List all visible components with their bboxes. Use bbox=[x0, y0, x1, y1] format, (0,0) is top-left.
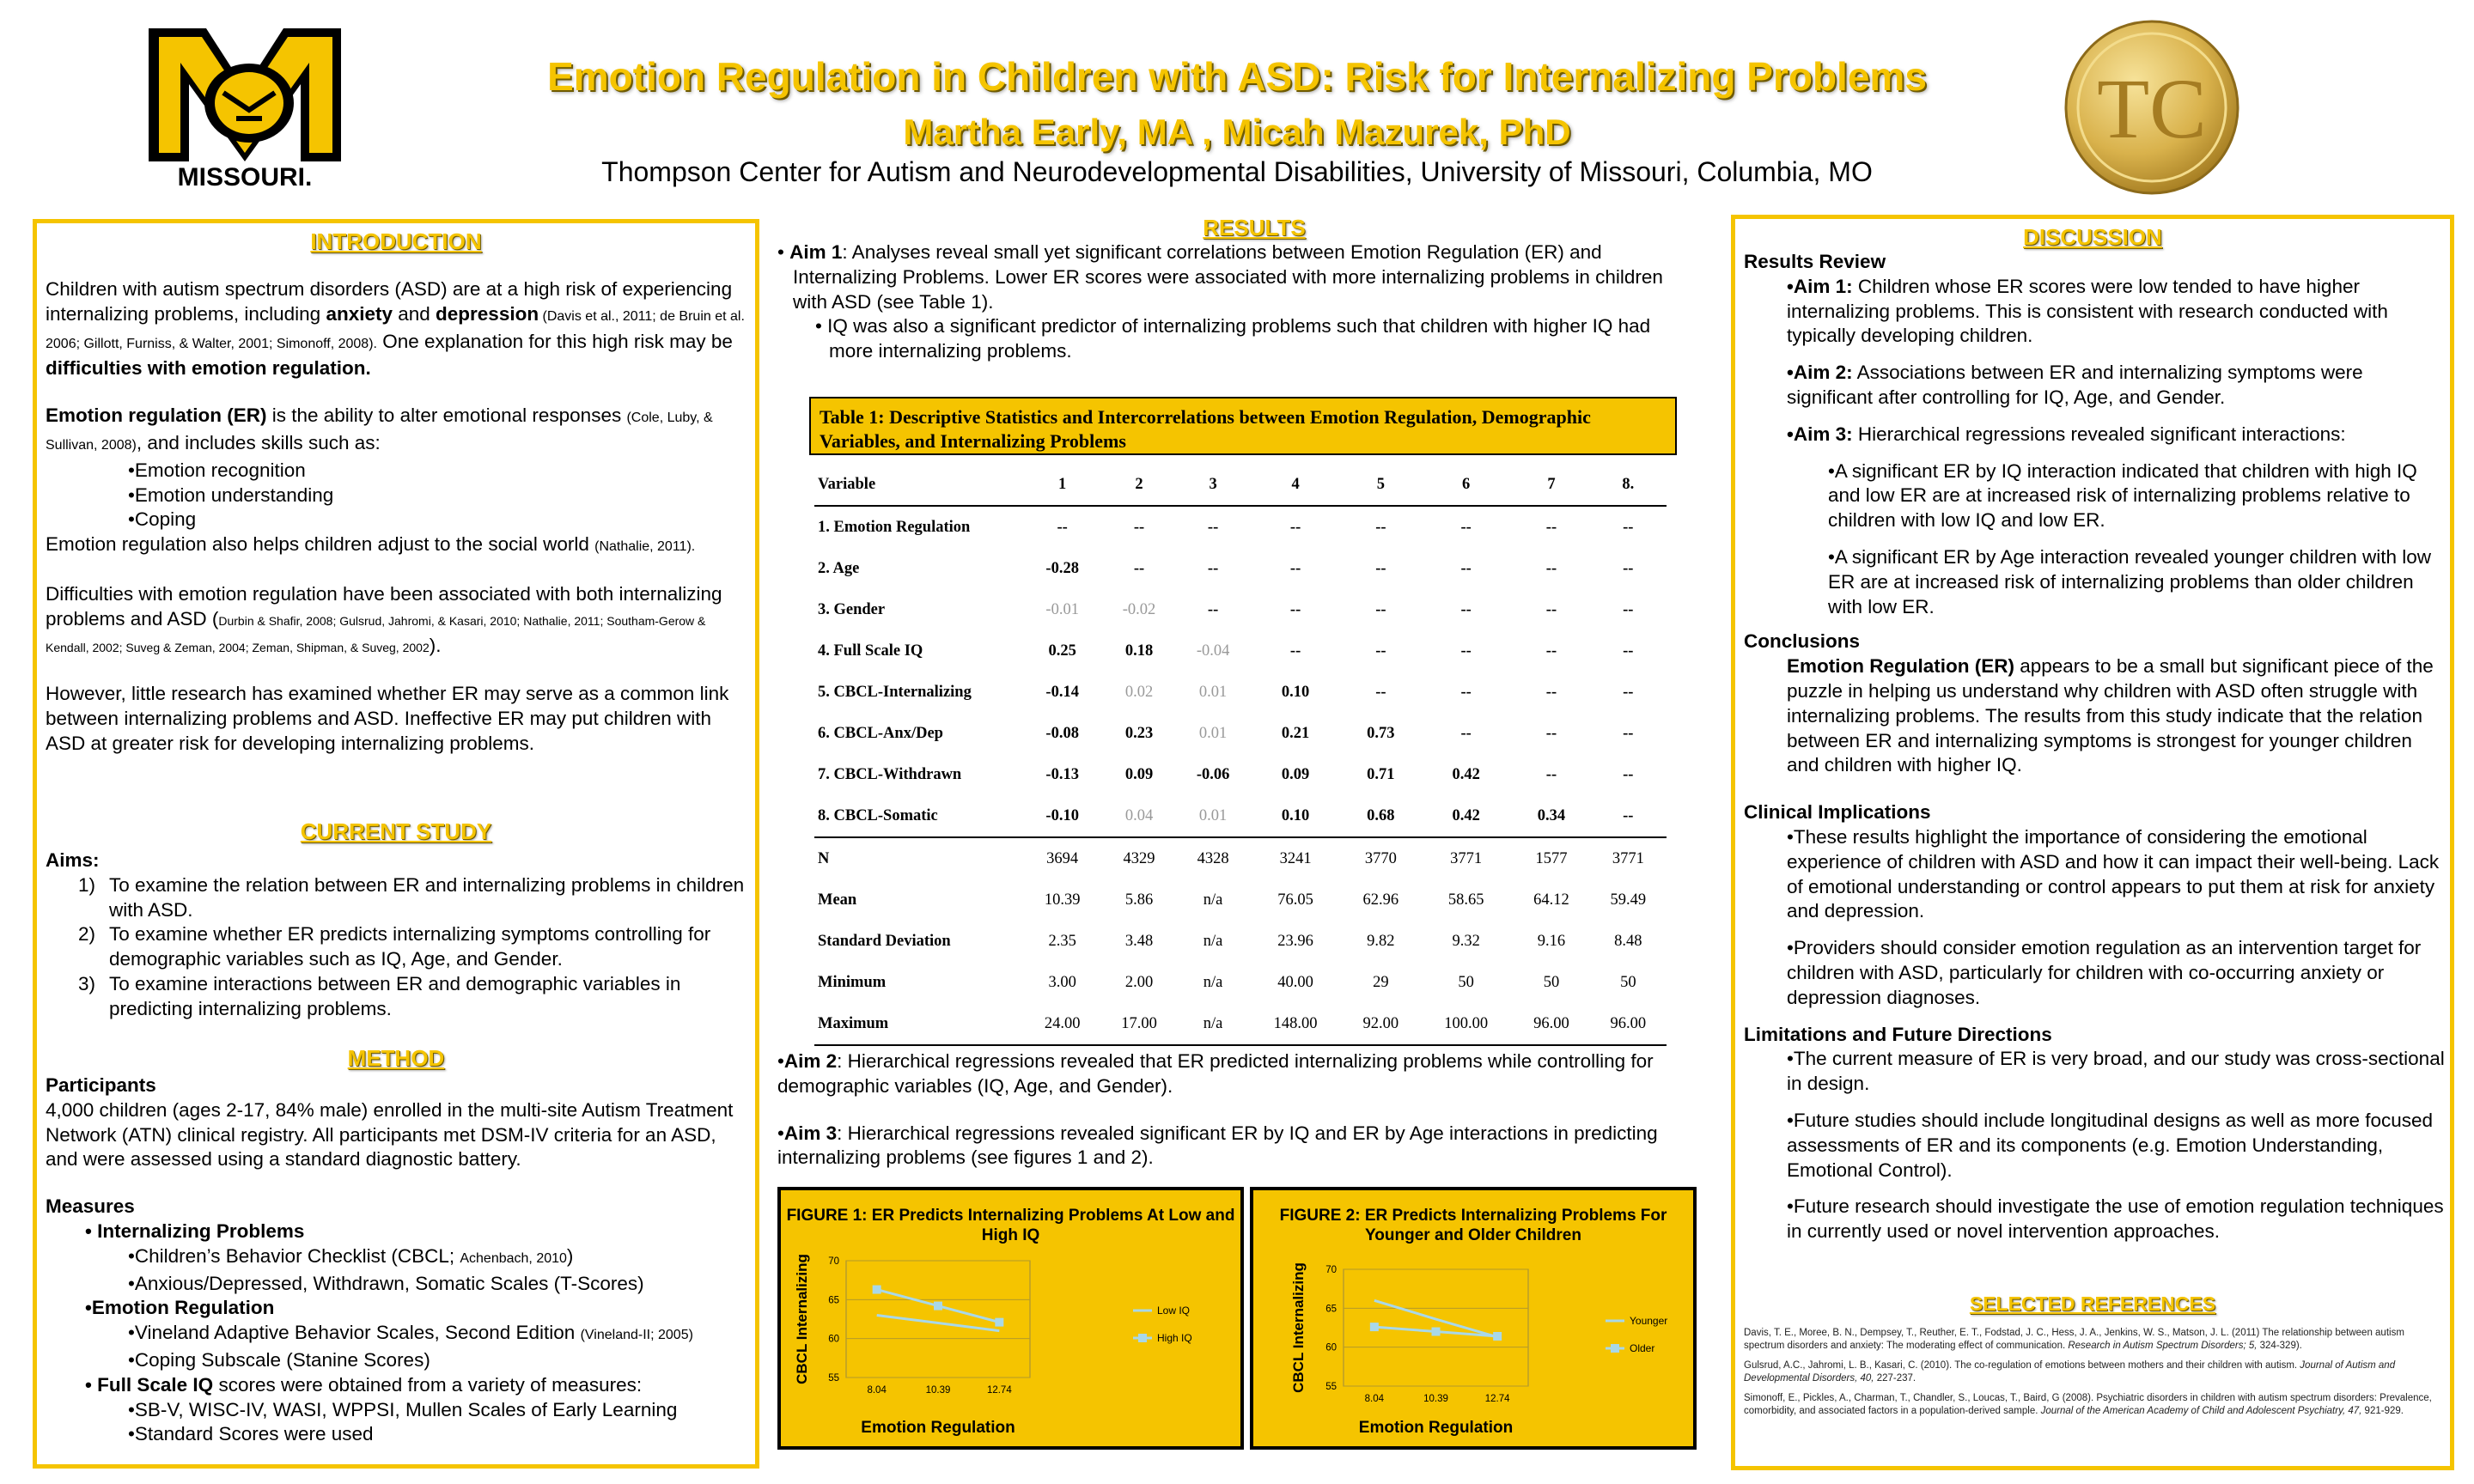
table-cell: 9.32 bbox=[1452, 932, 1480, 950]
right-column bbox=[1731, 215, 2454, 1470]
introduction-body bbox=[46, 277, 750, 757]
table-cell: -0.02 bbox=[1122, 600, 1156, 618]
x-tick-label: 10.39 bbox=[925, 1385, 951, 1396]
list-item: •Future studies should include longitudinal designs as well as more focused assessments of ER and its components (e.g. Emotion Understanding, Emotional Control). bbox=[1787, 1109, 2434, 1181]
list-item: 3) To examine interactions between ER and demographic variables in predicting internalizing problems. bbox=[78, 972, 681, 1019]
table-cell: 0.73 bbox=[1367, 724, 1395, 742]
table-cell: -- bbox=[1460, 518, 1472, 536]
table-title: Table 1: Descriptive Statistics and Intercorrelations between Emotion Regulation, Demographic Variables, and Internalizing Problems bbox=[809, 397, 1677, 455]
table-header-cell: 3 bbox=[1209, 475, 1217, 493]
table-header-cell: 2 bbox=[1135, 475, 1143, 493]
figure-1 bbox=[777, 1187, 1244, 1450]
table-cell: 2.00 bbox=[1124, 973, 1154, 991]
y-tick-label: 65 bbox=[828, 1295, 839, 1306]
list-item: •Aim 1: Children whose ER scores were low tended to have higher internalizing problems. This is consistent with research conducted with typically developing children. bbox=[1787, 275, 2388, 347]
table-cell: 0.01 bbox=[1198, 724, 1228, 742]
list-item: •Aim 3: Hierarchical regressions revealed significant interactions: bbox=[1787, 423, 2346, 445]
data-point bbox=[934, 1302, 942, 1311]
results-heading: RESULTS bbox=[1203, 215, 1306, 240]
results-review-label: Results Review bbox=[1744, 251, 1886, 272]
table-cell: -- bbox=[1207, 600, 1219, 618]
statistics-table bbox=[814, 464, 1667, 1046]
table-cell: -- bbox=[1375, 642, 1386, 660]
table-cell: 0.04 bbox=[1124, 806, 1154, 824]
x-tick-label: 12.74 bbox=[986, 1385, 1012, 1396]
list-item: 2) To examine whether ER predicts internalizing symptoms controlling for demographic variables such as IQ, Age, and Gender. bbox=[78, 923, 711, 970]
figure-1-title: FIGURE 1: ER Predicts Internalizing Problems At Low and High IQ bbox=[786, 1207, 1235, 1244]
y-tick-label: 60 bbox=[828, 1334, 839, 1345]
table-header-cell: 4 bbox=[1291, 475, 1300, 493]
list-item: •Anxious/Depressed, Withdrawn, Somatic Scales (T-Scores) bbox=[128, 1272, 644, 1294]
table-cell: 62.96 bbox=[1362, 891, 1399, 909]
participants-label: Participants bbox=[46, 1074, 156, 1096]
table-row bbox=[814, 1003, 1667, 1045]
table-cell: 59.49 bbox=[1610, 891, 1647, 909]
conclusions-text: Emotion Regulation (ER) appears to be a small but significant piece of the puzzle in helping us understand why children with ASD often struggle with internalizing problems. The results from this study indicate that the relation between ER and internalizing symptoms is strongest for younger children and children with higher IQ. bbox=[1787, 655, 2434, 776]
list-item: •Future research should investigate the use of emotion regulation techniques in currently used or novel intervention approaches. bbox=[1787, 1195, 2444, 1243]
legend-marker bbox=[1611, 1344, 1619, 1353]
list-item: •Emotion recognition bbox=[128, 459, 306, 481]
intro-paragraph-2: Emotion regulation (ER) is the ability to alter emotional responses (Cole, Luby, & Sullivan, 2008), and includes skills such as: bbox=[46, 404, 713, 453]
table-cell: 8. CBCL-Somatic bbox=[818, 806, 938, 824]
table-cell: 3241 bbox=[1279, 849, 1312, 867]
list-item: 1) To examine the relation between ER and internalizing problems in children with ASD. bbox=[78, 873, 745, 921]
table-row bbox=[814, 879, 1667, 921]
legend-label: High IQ bbox=[1157, 1332, 1192, 1344]
table-cell: -- bbox=[1289, 600, 1301, 618]
table-row bbox=[814, 589, 1667, 630]
table-row bbox=[814, 795, 1667, 837]
table-cell: 3694 bbox=[1046, 849, 1079, 867]
table-cell: 8.48 bbox=[1614, 932, 1642, 950]
table-cell: -0.28 bbox=[1045, 559, 1079, 577]
table-cell: -- bbox=[1623, 559, 1634, 577]
table-cell: 17.00 bbox=[1121, 1014, 1157, 1032]
poster-authors: Martha Early, MA , Micah Mazurek, PhD bbox=[903, 112, 1571, 152]
table-cell: 1577 bbox=[1535, 849, 1568, 867]
table-row bbox=[814, 506, 1667, 548]
list-item: Davis, T. E., Moree, B. N., Dempsey, T., Reuther, E. T., Fodstad, J. C., Hess, J. A., Jenkins, W. S., Matson, J. L. (2011) The relationship between autism spectrum disorders and anxiety: The moderating effect of communication. Research in Autism Spectrum Disorders; 5, 324-329). bbox=[1744, 1328, 2404, 1351]
table-cell: 4329 bbox=[1123, 849, 1155, 867]
data-point bbox=[1493, 1332, 1502, 1341]
table-cell: -- bbox=[1289, 518, 1301, 536]
table-cell: 2. Age bbox=[818, 559, 860, 577]
table-cell: -- bbox=[1545, 600, 1557, 618]
correlation-rows bbox=[814, 506, 1667, 837]
table-cell: -- bbox=[1375, 518, 1386, 536]
thompson-center-logo bbox=[2053, 17, 2251, 198]
table-cell: -- bbox=[1207, 559, 1219, 577]
table-cell: 0.34 bbox=[1537, 806, 1566, 824]
table-cell: Mean bbox=[818, 891, 857, 909]
table-cell: 6. CBCL-Anx/Dep bbox=[818, 724, 943, 742]
list-item: •Coping Subscale (Stanine Scores) bbox=[128, 1348, 430, 1371]
table-cell: 64.12 bbox=[1533, 891, 1569, 909]
table-cell: -0.08 bbox=[1045, 724, 1079, 742]
list-item: •Aim 2: Hierarchical regressions revealed that ER predicted internalizing problems while controlling for demographic variables (IQ, Age, and Gender). bbox=[777, 1050, 1654, 1097]
table-cell: 92.00 bbox=[1362, 1014, 1399, 1032]
table-cell: -- bbox=[1133, 559, 1145, 577]
data-point bbox=[995, 1318, 1003, 1327]
list-item: •Children’s Behavior Checklist (CBCL; Achenbach, 2010) bbox=[128, 1244, 574, 1267]
y-tick-label: 70 bbox=[1325, 1265, 1337, 1275]
references-heading: SELECTED REFERENCES bbox=[1969, 1292, 2216, 1315]
table-cell: 4. Full Scale IQ bbox=[818, 642, 923, 660]
intro-paragraph-1: Children with autism spectrum disorders (ASD) are at a high risk of experiencing internalizing problems, including anxiety and depression (Davis et al., 2011; de Bruin et al. 2006; Gillott, Furniss, & Walter, 2001; Simonoff, 2008). One explanation for this high risk may be difficulties with emotion regulation. bbox=[46, 278, 745, 380]
table-cell: -- bbox=[1289, 642, 1301, 660]
table-cell: 0.42 bbox=[1452, 765, 1480, 783]
table-cell: 0.21 bbox=[1281, 724, 1310, 742]
table-cell: -- bbox=[1545, 683, 1557, 701]
list-item: •Emotion understanding bbox=[128, 484, 334, 506]
table-cell: 58.65 bbox=[1447, 891, 1484, 909]
results-aim1 bbox=[777, 240, 1688, 364]
table-cell: -- bbox=[1545, 559, 1557, 577]
measures-label: Measures bbox=[46, 1195, 135, 1218]
table-row bbox=[814, 630, 1667, 672]
table-cell: 100.00 bbox=[1444, 1014, 1489, 1032]
y-tick-label: 55 bbox=[1325, 1382, 1337, 1392]
table-cell: -0.06 bbox=[1196, 765, 1230, 783]
table-cell: 3770 bbox=[1364, 849, 1397, 867]
list-item: •A significant ER by IQ interaction indicated that children with high IQ and low ER are at increased risk of internalizing problems relative to children with low IQ and low ER. bbox=[1828, 459, 2417, 532]
table-cell: -- bbox=[1289, 559, 1301, 577]
table-cell: 9.16 bbox=[1537, 932, 1566, 950]
table-cell: -- bbox=[1545, 518, 1557, 536]
table-cell: 50 bbox=[1543, 973, 1560, 991]
table-cell: 0.09 bbox=[1124, 765, 1154, 783]
data-point bbox=[873, 1286, 881, 1294]
table-cell: Minimum bbox=[818, 973, 887, 991]
table-cell: n/a bbox=[1203, 1014, 1223, 1032]
table-cell: 3.48 bbox=[1124, 932, 1154, 950]
list-item: • Full Scale IQ scores were obtained from a variety of measures: bbox=[85, 1373, 643, 1396]
current-study-body bbox=[46, 848, 750, 1022]
references-list bbox=[1744, 1327, 2447, 1418]
table-cell: -- bbox=[1460, 559, 1472, 577]
table-cell: 76.05 bbox=[1277, 891, 1313, 909]
table-cell: -- bbox=[1545, 642, 1557, 660]
intro-paragraph-3: Emotion regulation also helps children adjust to the social world (Nathalie, 2011). bbox=[46, 533, 696, 556]
table-cell: Standard Deviation bbox=[818, 932, 951, 950]
table-cell: -- bbox=[1623, 642, 1634, 660]
method-body bbox=[46, 1073, 750, 1447]
table-header-cell: 6 bbox=[1462, 475, 1471, 493]
table-header-row bbox=[814, 464, 1667, 506]
table-cell: 0.71 bbox=[1367, 765, 1395, 783]
poster-affiliation: Thompson Center for Autism and Neurodevelopmental Disabilities, University of Missouri, Columbia, MO bbox=[601, 156, 1873, 187]
x-tick-label: 12.74 bbox=[1484, 1394, 1510, 1404]
data-point bbox=[1432, 1328, 1441, 1336]
method-heading: METHOD bbox=[347, 1045, 445, 1071]
table-row bbox=[814, 672, 1667, 713]
table-cell: -- bbox=[1545, 724, 1557, 742]
list-item: •Providers should consider emotion regulation as an intervention target for children with ASD, particularly for children with co-occurring anxiety or depression diagnoses. bbox=[1787, 937, 2422, 1008]
table-row bbox=[814, 713, 1667, 754]
limitations-label: Limitations and Future Directions bbox=[1744, 1023, 2052, 1045]
legend-label: Older bbox=[1630, 1342, 1655, 1354]
table-cell: -- bbox=[1623, 600, 1634, 618]
x-tick-label: 10.39 bbox=[1423, 1394, 1448, 1404]
list-item: • Aim 1: Analyses reveal small yet significant correlations between Emotion Regulation (ER) and Internalizing Problems. Lower ER scores were associated with more internalizing problems in children with ASD (see Table 1). bbox=[777, 241, 1663, 313]
list-item: •Aim 2: Associations between ER and internalizing symptoms were significant after controlling for IQ, Age, and Gender. bbox=[1787, 362, 2363, 408]
table-cell: 23.96 bbox=[1277, 932, 1313, 950]
table-row bbox=[814, 962, 1667, 1003]
list-item: •Standard Scores were used bbox=[128, 1423, 374, 1445]
table-cell: n/a bbox=[1203, 932, 1223, 950]
list-item: •The current measure of ER is very broad, and our study was cross-sectional in design. bbox=[1787, 1048, 2445, 1095]
table-cell: 50 bbox=[1620, 973, 1636, 991]
table-cell: -- bbox=[1460, 683, 1472, 701]
svg-text:MISSOURI.: MISSOURI. bbox=[177, 163, 313, 192]
table-cell: 10.39 bbox=[1044, 891, 1081, 909]
table-cell: -- bbox=[1375, 600, 1386, 618]
y-tick-label: 55 bbox=[828, 1373, 839, 1384]
table-header-cell: 8. bbox=[1622, 475, 1635, 493]
table-cell: -- bbox=[1375, 559, 1386, 577]
x-tick-label: 8.04 bbox=[867, 1385, 887, 1396]
table-cell: -- bbox=[1623, 724, 1634, 742]
table-cell: -- bbox=[1460, 724, 1472, 742]
figure-2 bbox=[1250, 1187, 1697, 1450]
list-item: •Aim 3: Hierarchical regressions revealed significant ER by IQ and ER by Age interactions in predicting internalizing problems (see figures 1 and 2). bbox=[777, 1122, 1658, 1169]
conclusions-label: Conclusions bbox=[1744, 630, 1861, 653]
left-column bbox=[33, 219, 759, 1469]
table-cell: 4328 bbox=[1197, 849, 1229, 867]
table-cell: 0.09 bbox=[1281, 765, 1310, 783]
table-cell: -- bbox=[1623, 806, 1634, 824]
list-item: Gulsrud, A.C., Jahromi, L. B., Kasari, C. (2010). The co-regulation of emotions between mothers and their children with autism. Journal of Autism and Developmental Disorders, 40, 227-237. bbox=[1744, 1360, 2396, 1384]
table-cell: Maximum bbox=[818, 1014, 889, 1032]
table-cell: 96.00 bbox=[1533, 1014, 1569, 1032]
discussion-body bbox=[1744, 250, 2447, 1244]
table-cell: 0.02 bbox=[1124, 683, 1154, 701]
y-axis-title: CBCL Internalizing bbox=[1290, 1262, 1307, 1393]
table-cell: 0.10 bbox=[1281, 806, 1310, 824]
table-row bbox=[814, 837, 1667, 879]
table-cell: 1. Emotion Regulation bbox=[818, 518, 971, 536]
table-cell: 0.01 bbox=[1198, 683, 1228, 701]
table-cell: 2.35 bbox=[1048, 932, 1076, 950]
table-cell: 5. CBCL-Internalizing bbox=[818, 683, 972, 701]
y-axis-title: CBCL Internalizing bbox=[794, 1254, 810, 1384]
table-cell: -- bbox=[1460, 642, 1472, 660]
table-cell: -- bbox=[1623, 518, 1634, 536]
table-cell: n/a bbox=[1203, 891, 1223, 909]
table-cell: 0.10 bbox=[1281, 683, 1310, 701]
table-cell: 0.68 bbox=[1367, 806, 1395, 824]
table-cell: 40.00 bbox=[1277, 973, 1313, 991]
clinical-label: Clinical Implications bbox=[1744, 801, 1931, 824]
table-cell: -0.04 bbox=[1196, 642, 1230, 660]
figure-2-title: FIGURE 2: ER Predicts Internalizing Problems For Younger and Older Children bbox=[1279, 1207, 1667, 1244]
table-cell: N bbox=[818, 849, 830, 867]
table-cell: -0.14 bbox=[1045, 683, 1079, 701]
x-axis-title: Emotion Regulation bbox=[861, 1419, 1015, 1437]
skills-list bbox=[46, 459, 750, 532]
intro-paragraph-4: Difficulties with emotion regulation have been associated with both internalizing problems and ASD (Durbin & Shafir, 2008; Gulsrud, Jahromi, & Kasari, 2010; Nathalie, 2011; Southam-Gerow & Kendall, 2002; Suveg & Zeman, 2004; Zeman, Shipman, & Suveg, 2002). bbox=[46, 582, 722, 656]
table-cell: 50 bbox=[1458, 973, 1474, 991]
table-cell: 148.00 bbox=[1273, 1014, 1318, 1032]
table-row bbox=[814, 548, 1667, 589]
table-cell: -0.13 bbox=[1045, 765, 1079, 783]
svg-text:TC: TC bbox=[2097, 61, 2207, 156]
table-cell: -- bbox=[1545, 765, 1557, 783]
table-cell: -0.01 bbox=[1045, 600, 1079, 618]
table-cell: 3. Gender bbox=[818, 600, 886, 618]
table-cell: 0.18 bbox=[1124, 642, 1154, 660]
table-cell: -- bbox=[1207, 518, 1219, 536]
legend-marker bbox=[1138, 1334, 1147, 1342]
table-header-cell: 5 bbox=[1376, 475, 1385, 493]
table-cell: -- bbox=[1460, 600, 1472, 618]
figure-2-chart bbox=[1253, 1190, 1693, 1446]
table-cell: -- bbox=[1375, 683, 1386, 701]
table-cell: -- bbox=[1623, 765, 1634, 783]
x-axis-title: Emotion Regulation bbox=[1358, 1419, 1514, 1437]
table-header-cell: 7 bbox=[1547, 475, 1556, 493]
table-cell: -0.10 bbox=[1045, 806, 1079, 824]
table-cell: 0.25 bbox=[1048, 642, 1076, 660]
y-tick-label: 60 bbox=[1325, 1342, 1337, 1353]
list-item: •Coping bbox=[128, 508, 197, 531]
table-row bbox=[814, 754, 1667, 795]
table-cell: -- bbox=[1057, 518, 1068, 536]
table-row bbox=[814, 921, 1667, 962]
list-item: •A significant ER by Age interaction revealed younger children with low ER are at increased risk of internalizing problems than older children with low ER. bbox=[1828, 545, 2432, 617]
list-item: •These results highlight the importance of considering the emotional experience of children with ASD and how it can impact their well-being. Lack of emotional understanding or control appears to put them at risk for anxiety and depression. bbox=[1787, 825, 2440, 922]
y-tick-label: 65 bbox=[1325, 1304, 1337, 1315]
table-cell: 7. CBCL-Withdrawn bbox=[818, 765, 962, 783]
introduction-heading: INTRODUCTION bbox=[310, 228, 482, 254]
table-cell: -- bbox=[1133, 518, 1145, 536]
discussion-heading: DISCUSSION bbox=[2023, 224, 2162, 250]
table-cell: 9.82 bbox=[1367, 932, 1395, 950]
current-study-heading: CURRENT STUDY bbox=[300, 818, 492, 844]
list-item: Simonoff, E., Pickles, A., Charman, T., Chandler, S., Loucas, T., Baird, G (2008). Psychiatric disorders in children with autism spectrum disorders: Prevalence, comorbidity, and associated factors in a population-derived sample. Journal of the American Academy of Child and Adolescent Psychiatry, 47, 921-929. bbox=[1744, 1393, 2432, 1416]
poster-title: Emotion Regulation in Children with ASD: Risk for Internalizing Problems bbox=[547, 54, 1927, 99]
table-header-cell: 1 bbox=[1058, 475, 1067, 493]
data-point bbox=[1370, 1323, 1379, 1331]
intro-paragraph-5: However, little research has examined whether ER may serve as a common link between internalizing problems and ASD. Ineffective ER may put children with ASD at greater risk for developing internalizing problems. bbox=[46, 683, 729, 754]
table-cell: n/a bbox=[1203, 973, 1223, 991]
table-cell: 24.00 bbox=[1044, 1014, 1081, 1032]
table-cell: 3.00 bbox=[1048, 973, 1076, 991]
table-cell: 3771 bbox=[1612, 849, 1644, 867]
table-cell: 5.86 bbox=[1124, 891, 1154, 909]
x-tick-label: 8.04 bbox=[1364, 1394, 1385, 1404]
list-item: •SB-V, WISC-IV, WASI, WPPSI, Mullen Scales of Early Learning bbox=[128, 1398, 678, 1420]
list-item: •Emotion Regulation bbox=[85, 1297, 275, 1319]
figure-1-chart bbox=[781, 1190, 1240, 1446]
list-item: • Internalizing Problems bbox=[85, 1219, 305, 1242]
table-cell: 0.42 bbox=[1452, 806, 1480, 824]
table-header-cell: Variable bbox=[818, 475, 876, 493]
legend-label: Low IQ bbox=[1157, 1305, 1191, 1317]
list-item: •Vineland Adaptive Behavior Scales, Second Edition (Vineland-II; 2005) bbox=[128, 1322, 693, 1344]
results-aim2 bbox=[777, 1049, 1688, 1171]
aims-label: Aims: bbox=[46, 849, 100, 871]
list-item: • IQ was also a significant predictor of internalizing problems such that children with higher IQ had more internalizing problems. bbox=[815, 315, 1651, 362]
table-cell: 96.00 bbox=[1610, 1014, 1647, 1032]
descriptive-rows bbox=[814, 837, 1667, 1045]
participants-text: 4,000 children (ages 2-17, 84% male) enrolled in the multi-site Autism Treatment Network (ATN) clinical registry. All participants met DSM-IV criteria for an ASD, and were assessed using a standard diagnostic battery. bbox=[46, 1098, 734, 1171]
table-cell: 0.01 bbox=[1198, 806, 1228, 824]
table-cell: 29 bbox=[1373, 973, 1389, 991]
y-tick-label: 70 bbox=[828, 1256, 839, 1267]
table-cell: 3771 bbox=[1450, 849, 1483, 867]
legend-label: Younger bbox=[1630, 1315, 1668, 1327]
table-cell: 0.23 bbox=[1124, 724, 1154, 742]
table-cell: -- bbox=[1623, 683, 1634, 701]
